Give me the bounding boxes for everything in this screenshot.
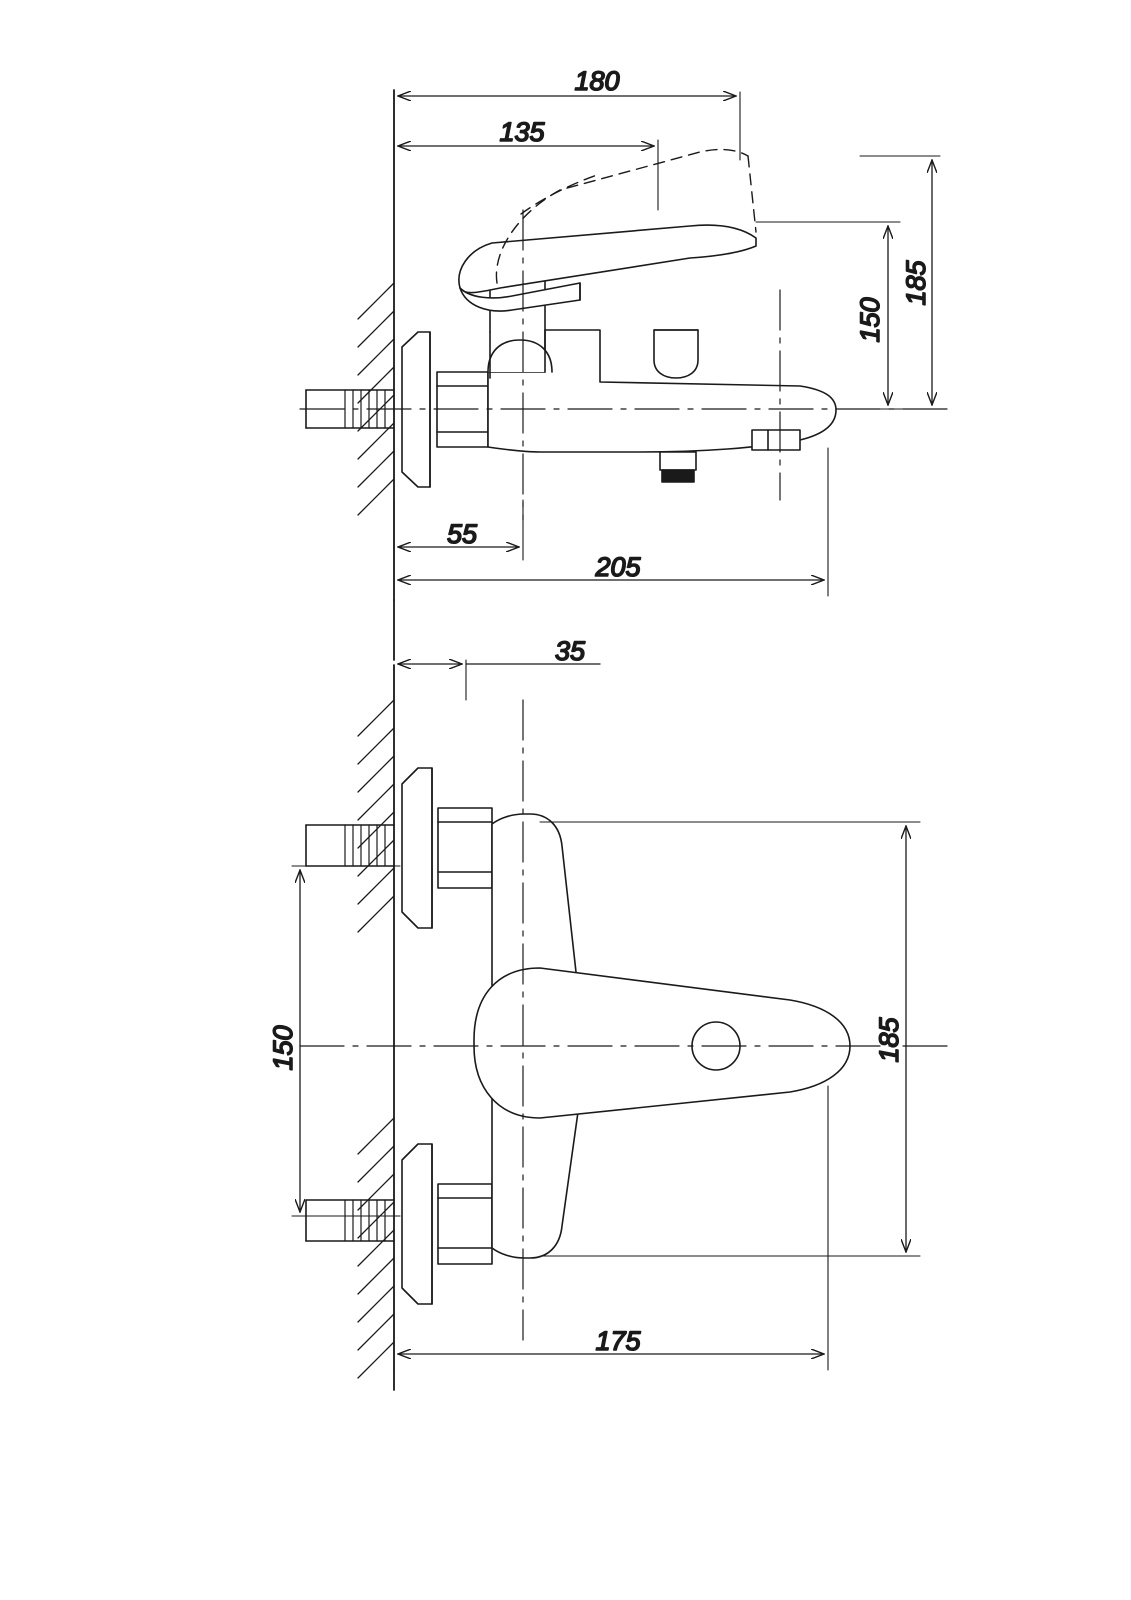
dimension-150-bottom	[292, 866, 400, 1216]
dimension-150-top-label: 150	[855, 297, 885, 343]
spout-outlet	[660, 452, 696, 470]
cartridge-cap	[488, 340, 552, 372]
wall-pipe-upper	[306, 825, 394, 866]
dimension-135-label: 135	[499, 117, 545, 147]
diverter-knob	[654, 330, 698, 378]
wall-hatching-2-lower	[358, 1118, 394, 1378]
dimension-180-label: 180	[574, 66, 620, 96]
lever-handle	[459, 225, 756, 292]
dimension-35-label: 35	[554, 636, 586, 666]
aerator	[662, 470, 694, 482]
front-elevation-view	[268, 636, 950, 1390]
lever-handle-front	[474, 968, 850, 1118]
hex-nut-upper	[438, 808, 492, 888]
dimension-185-bottom-label: 185	[874, 1017, 904, 1063]
wall-hatching	[358, 283, 394, 515]
dimension-135	[394, 140, 658, 210]
shower-outlet	[752, 430, 800, 450]
hex-nut-lower	[438, 1184, 492, 1264]
dimension-150-bottom-label: 150	[268, 1025, 298, 1071]
escutcheon-upper	[402, 768, 432, 928]
wall-pipe-lower	[306, 1200, 394, 1241]
dimension-180	[394, 92, 740, 160]
dimension-185-top-label: 185	[901, 260, 931, 306]
dimension-55-label: 55	[446, 519, 478, 549]
dimension-35	[394, 660, 600, 700]
side-elevation-view	[300, 66, 950, 660]
wall-hatching-2-upper	[358, 700, 394, 932]
dimension-205-label: 205	[595, 552, 641, 582]
escutcheon-lower	[402, 1144, 432, 1304]
dimension-175-label: 175	[595, 1326, 641, 1356]
